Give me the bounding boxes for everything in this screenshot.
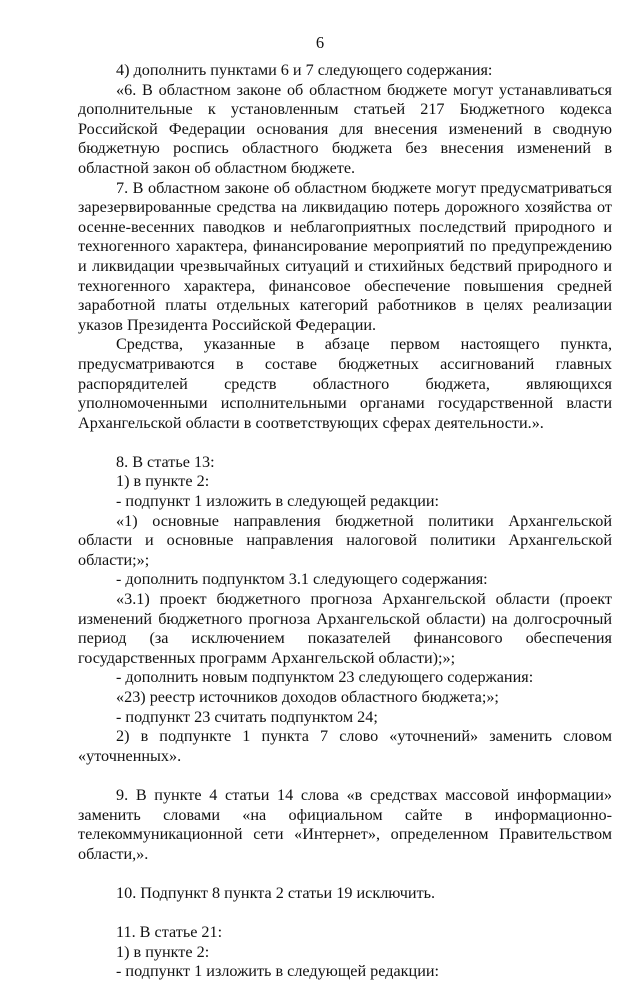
page-number: 6 (315, 33, 325, 52)
paragraph-art21-point-2: 1) в пункте 2: (116, 942, 210, 961)
paragraph-art13-point-2: 1) в пункте 2: (116, 472, 210, 491)
paragraph-23-text: «23) реестр источников доходов областного бюджета;»; (116, 688, 499, 706)
paragraph-point-6: «6. В областном законе об областном бюджете могут устанавливаться дополнительные к установленным статьей 217 Бюджетного кодекса Российской Федерации основания для внесения изменений в сводную бюджетную роспись областного бюджета без внесения изменений в областной закон об областном бюджете. (78, 80, 612, 177)
paragraph-art21-subpoint-1: - подпункт 1 изложить в следующей редакции: (116, 962, 440, 981)
paragraph-spacer (78, 433, 612, 453)
paragraph-article-21: 11. В статье 21: (116, 923, 223, 942)
paragraph-spacer (78, 766, 612, 786)
paragraph-item-4-amend: 4) дополнить пунктами 6 и 7 следующего содержания: (116, 61, 493, 79)
paragraph-article-14: 9. В пункте 4 статьи 14 слова «в средствах массовой информации» заменить словами «на официальном сайте в информационно-телекоммуникационной сети «Интернет», определенном Правительством области,». (78, 785, 612, 863)
paragraph-point-7: 7. В областном законе об областном бюджете могут предусматриваться зарезервированные средства на ликвидацию потерь дорожного хозяйства от осенне-весенних паводков и неблагоприятных последствий природного и техногенного характера, финансирование мероприятий по предупреждению и ликвидации чрезвычайных ситуаций и стихийных бедствий природного и техногенного характера, финансовое обеспечение повышения средней заработной платы отдельных категорий работников в целях реализации указов Президента Российской Федерации. (78, 178, 612, 334)
paragraph-funds: Средства, указанные в абзаце первом настоящего пункта, предусматриваются в составе бюджетных ассигнований главных распорядителей средств областного бюджета, являющихся уполномоченными исполнительными органами государственной власти Архангельской области в соответствующих сферах деятельности.». (78, 335, 612, 432)
document-body (78, 61, 612, 982)
paragraph-3-1-text: «3.1) проект бюджетного прогноза Архангельской области (проект изменений бюджетного прогноза Архангельской области) на долгосрочный период (за исключением показателей финансового обеспечения государственных программ Архангельской области);»; (78, 590, 612, 667)
paragraph-article-13: 8. В статье 13: (116, 452, 215, 471)
paragraph-subpoint-1-edit: - подпункт 1 изложить в следующей редакции: (116, 492, 440, 511)
paragraph-spacer (78, 864, 612, 884)
paragraph-renumber-23: - подпункт 23 считать подпунктом 24; (116, 707, 378, 726)
paragraph-article-19: 10. Подпункт 8 пункта 2 статьи 19 исключить. (116, 883, 436, 902)
paragraph-add-23: - дополнить новым подпунктом 23 следующего содержания: (116, 668, 534, 687)
paragraph-add-3-1: - дополнить подпунктом 3.1 следующего содержания: (116, 570, 488, 589)
paragraph-subpoint-1-text: «1) основные направления бюджетной политики Архангельской области и основные направления налоговой политики Архангельской области;»; (78, 511, 612, 569)
paragraph-spacer (78, 904, 612, 924)
paragraph-art13-point-7: 2) в подпункте 1 пункта 7 слово «уточнений» заменить словом «уточненных». (78, 727, 612, 765)
